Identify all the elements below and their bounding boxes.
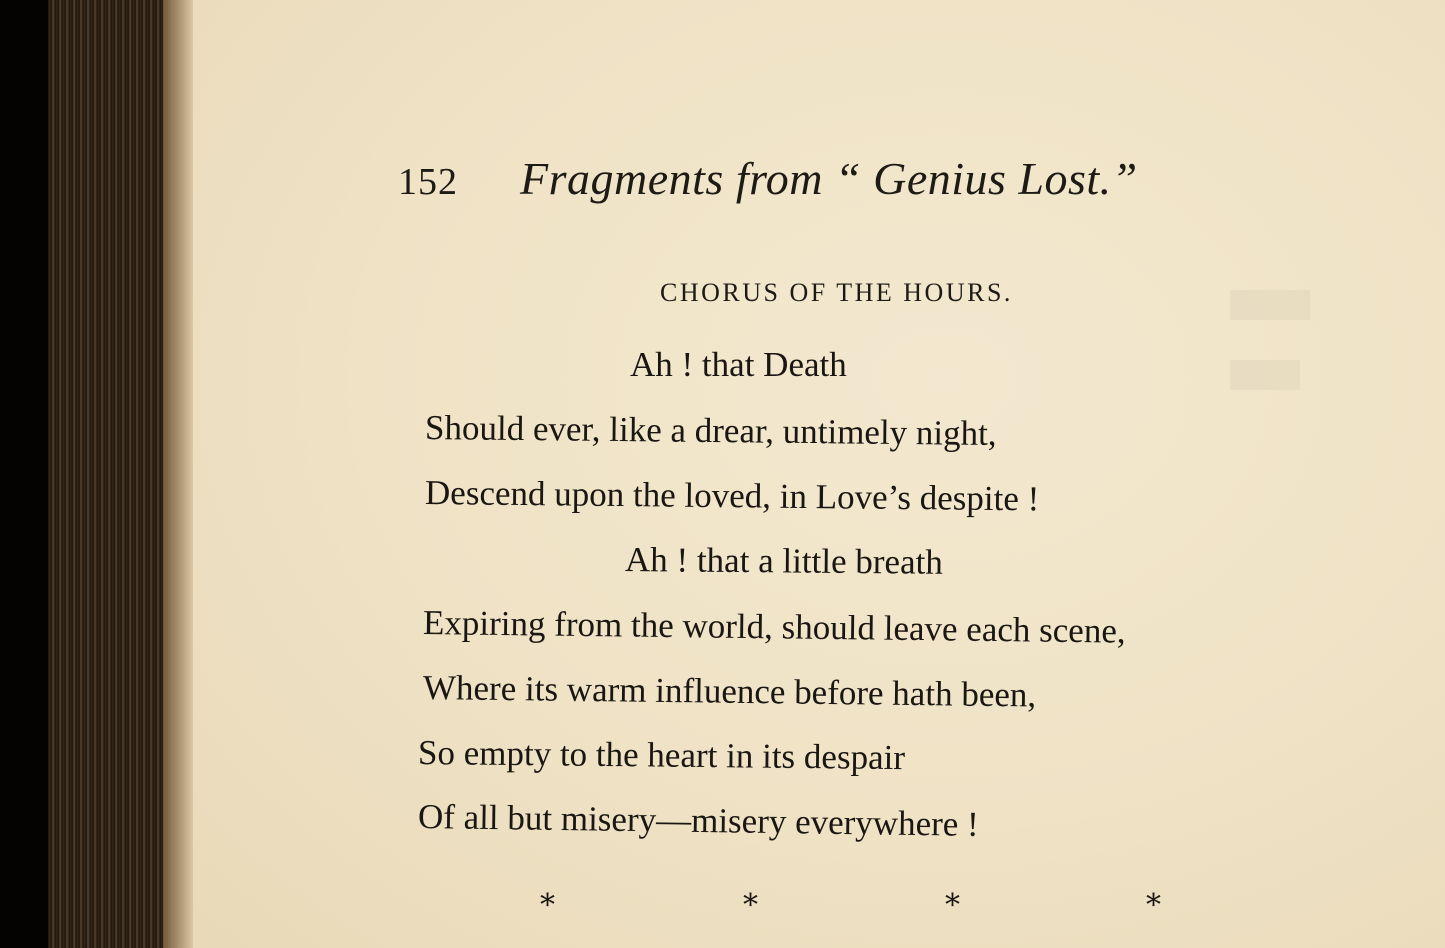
poem-line-2: Should ever, like a drear, untimely night, xyxy=(424,408,997,453)
poem-line-8: Of all but misery—misery everywhere ! xyxy=(417,797,980,844)
poem-line-4: Ah ! that a little breath xyxy=(624,540,943,582)
book-gutter xyxy=(0,0,48,948)
poem-line-5: Expiring from the world, should leave each scene, xyxy=(422,603,1126,651)
poem-line-7: So empty to the heart in its despair xyxy=(417,733,906,778)
page-number: 152 xyxy=(398,161,458,203)
poem-heading: CHORUS OF THE HOURS. xyxy=(660,278,1013,307)
show-through-2 xyxy=(1230,360,1300,390)
separator-star-3: * xyxy=(945,888,960,923)
page-edges xyxy=(48,0,193,948)
poem-line-6: Where its warm influence before hath been, xyxy=(422,668,1037,715)
separator-star-2: * xyxy=(743,888,758,923)
show-through-1 xyxy=(1230,290,1310,320)
page-edge-fade xyxy=(163,0,193,948)
poem-line-1: Ah ! that Death xyxy=(630,345,847,384)
separator-star-4: * xyxy=(1146,888,1161,923)
poem-line-3: Descend upon the loved, in Love’s despite ! xyxy=(424,473,1040,519)
running-title: Fragments from “ Genius Lost.” xyxy=(520,153,1138,204)
separator-star-1: * xyxy=(540,888,555,923)
